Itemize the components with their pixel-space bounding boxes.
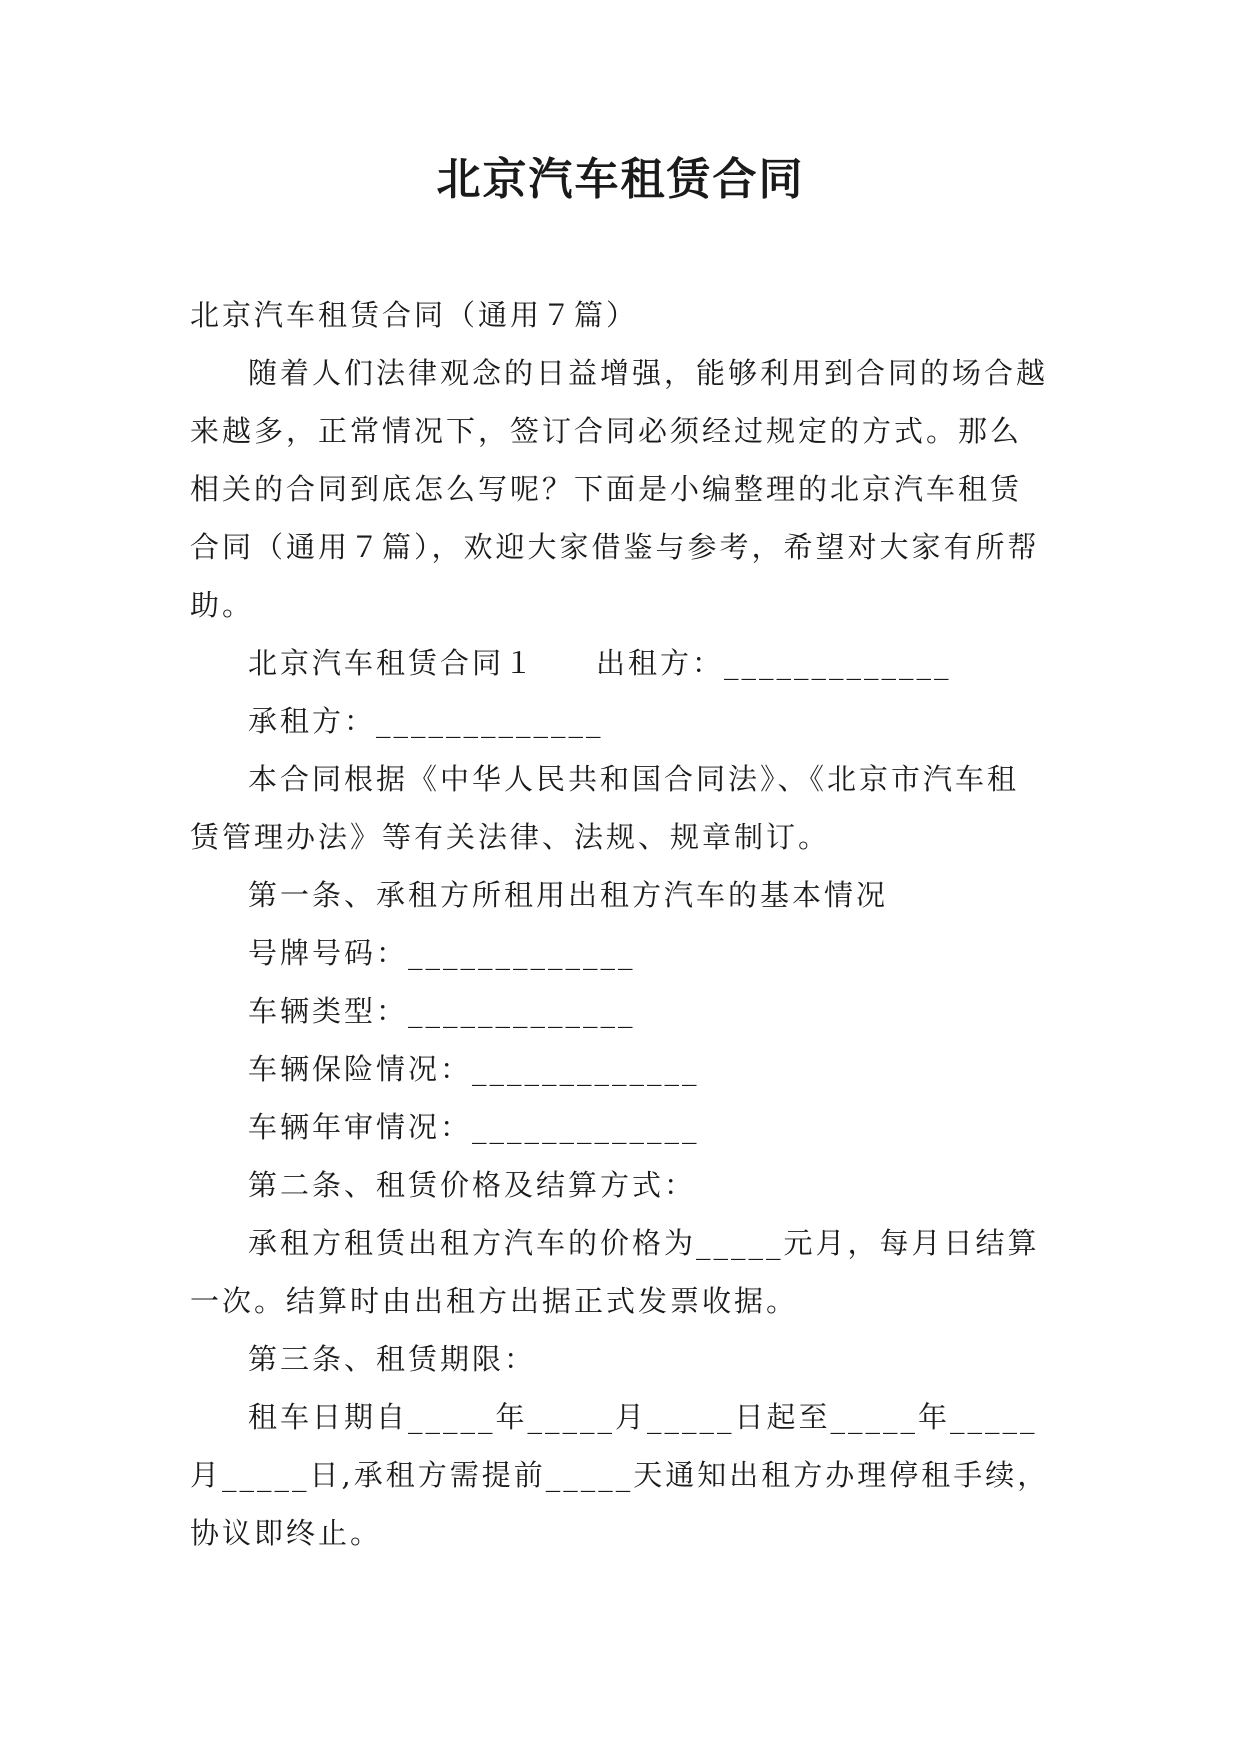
document-body bbox=[190, 286, 1050, 1562]
intro-paragraph: 随着人们法律观念的日益增强，能够利用到合同的场合越来越多，正常情况下，签订合同必须经过规定的方式。那么相关的合同到底怎么写呢？下面是小编整理的北京汽车租赁合同（通用７篇），欢迎大家借鉴与参考，希望对大家有所帮助。 bbox=[190, 356, 1049, 622]
document-title: 北京汽车租赁合同 bbox=[436, 154, 805, 205]
insurance-field: 车辆保险情况：_____________ bbox=[248, 1052, 700, 1086]
period-paragraph: 租车日期自_____年_____月_____日起至_____年_____月_____日,承租方需提前_____天通知出租方办理停租手续，协议即终止。 bbox=[190, 1400, 1050, 1550]
inspection-field: 车辆年审情况：_____________ bbox=[248, 1110, 700, 1144]
plate-number-field: 号牌号码：_____________ bbox=[248, 936, 636, 970]
contract-heading: 北京汽车租赁合同１ bbox=[248, 646, 537, 680]
lessor-field: 出租方：_____________ bbox=[596, 646, 952, 680]
price-paragraph: 承租方租赁出租方汽车的价格为_____元月，每月日结算一次。结算时由出租方出据正式发票收据。 bbox=[190, 1226, 1040, 1318]
article-2-heading: 第二条、租赁价格及结算方式： bbox=[248, 1168, 697, 1202]
article-3-heading: 第三条、租赁期限： bbox=[248, 1342, 537, 1376]
contract-heading-line bbox=[190, 634, 1050, 692]
lessee-field: 承租方：_____________ bbox=[248, 704, 604, 738]
document-subtitle: 北京汽车租赁合同（通用７篇） bbox=[190, 298, 639, 332]
vehicle-type-field: 车辆类型：_____________ bbox=[248, 994, 636, 1028]
basis-paragraph: 本合同根据《中华人民共和国合同法》、《北京市汽车租赁管理办法》等有关法律、法规、规章制订。 bbox=[190, 762, 1020, 854]
article-1-heading: 第一条、承租方所租用出租方汽车的基本情况 bbox=[248, 878, 889, 912]
